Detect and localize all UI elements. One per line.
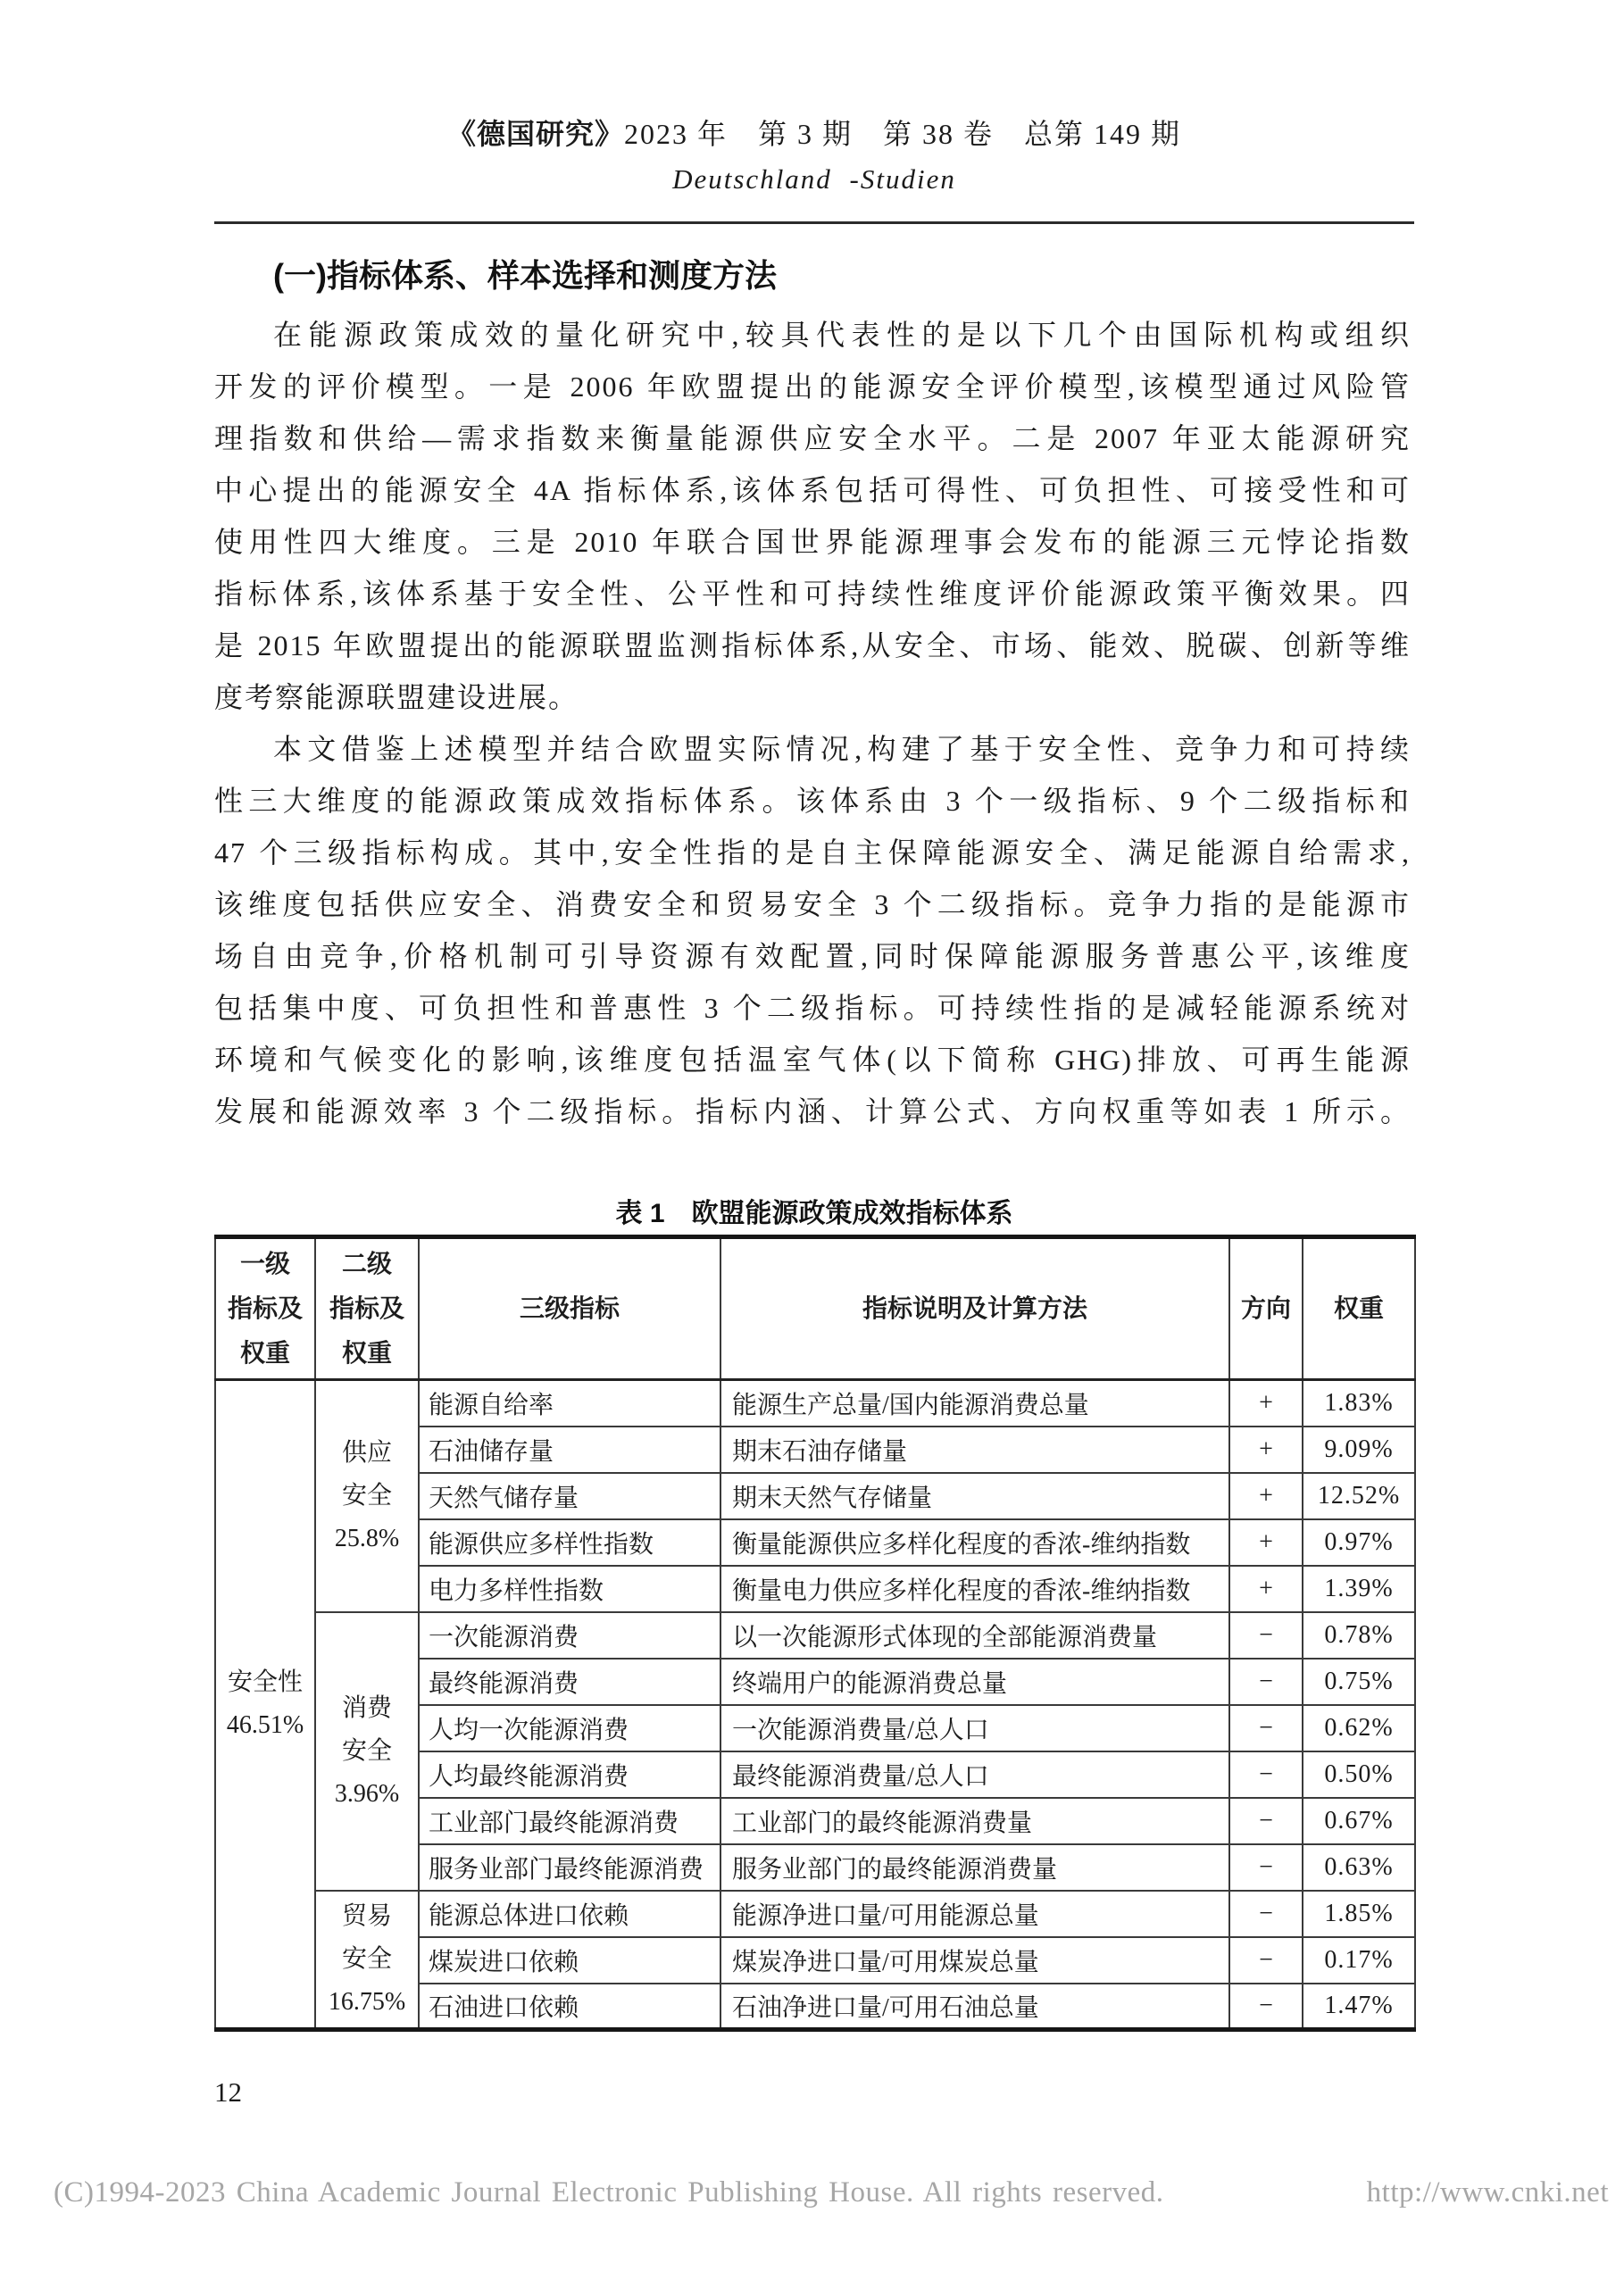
indicator-cell: 服务业部门最终能源消费 [419,1844,720,1891]
footer-url: http://www.cnki.net [1366,2176,1609,2209]
level2-name: 贸易 [341,1901,392,1930]
direction-cell: + [1229,1380,1303,1427]
level2-name: 消费 [341,1693,392,1722]
copyright-footer [54,2176,1609,2209]
paragraph-line: 性三大维度的能源政策成效指标体系。该体系由 3 个一级指标、9 个二级指标和 [214,785,1411,817]
description-cell: 能源生产总量/国内能源消费总量 [720,1380,1229,1427]
level2-weight: 3.96% [334,1779,400,1808]
description-cell: 以一次能源形式体现的全部能源消费量 [720,1612,1229,1659]
col-header-text: 二级 [341,1250,392,1277]
direction-cell: + [1229,1473,1303,1519]
paragraph-line: 包括集中度、可负担性和普惠性 3 个二级指标。可持续性指的是减轻能源系统对 [214,992,1411,1024]
description-cell: 衡量能源供应多样化程度的香浓-维纳指数 [720,1519,1229,1566]
col-header-level2 [315,1237,419,1380]
direction-cell: + [1229,1566,1303,1612]
direction-cell: − [1229,1612,1303,1659]
col-header-text: 一级 [239,1250,290,1277]
weight-cell: 12.52% [1303,1473,1415,1519]
indicator-cell: 电力多样性指数 [419,1566,720,1612]
paragraph-line: 开发的评价模型。一是 2006 年欧盟提出的能源安全评价模型,该模型通过风险管 [214,370,1411,403]
description-cell: 服务业部门的最终能源消费量 [720,1844,1229,1891]
col-header-description: 指标说明及计算方法 [720,1237,1229,1380]
description-cell: 期末石油存储量 [720,1427,1229,1473]
weight-cell: 0.50% [1303,1751,1415,1798]
weight-cell: 0.78% [1303,1612,1415,1659]
paragraph-line: 指标体系,该体系基于安全性、公平性和可持续性维度评价能源政策平衡效果。四 [214,578,1411,610]
weight-cell: 0.63% [1303,1844,1415,1891]
table-row [215,1380,1415,1427]
direction-cell: − [1229,1751,1303,1798]
indicator-cell: 人均最终能源消费 [419,1751,720,1798]
direction-cell: + [1229,1427,1303,1473]
level2-group-cell [315,1612,419,1891]
col-header-level1 [215,1237,315,1380]
table-header-row [215,1237,1415,1380]
paragraph-line: 场自由竞争,价格机制可引导资源有效配置,同时保障能源服务普惠公平,该维度 [214,940,1411,972]
weight-cell: 0.97% [1303,1519,1415,1566]
indicator-cell: 一次能源消费 [419,1612,720,1659]
page-number: 12 [214,2076,242,2108]
weight-cell: 0.17% [1303,1937,1415,1984]
indicator-cell: 煤炭进口依赖 [419,1937,720,1984]
weight-cell: 1.39% [1303,1566,1415,1612]
table-title: 表 1 欧盟能源政策成效指标体系 [615,1199,1013,1228]
table-row [215,1891,1415,1937]
level1-name: 安全性 [227,1668,303,1696]
journal-name: 《德国研究》 [446,118,624,150]
paragraph-line: 环境和气候变化的影响,该维度包括温室气体(以下简称 GHG)排放、可再生能源 [214,1044,1411,1076]
level1-weight: 46.51% [226,1711,304,1739]
direction-cell: − [1229,1798,1303,1844]
direction-cell: + [1229,1519,1303,1566]
indicator-cell: 石油进口依赖 [419,1984,720,2030]
direction-cell: − [1229,1705,1303,1751]
level2-name: 安全 [341,1736,392,1765]
level2-name: 安全 [341,1481,392,1510]
weight-cell: 0.62% [1303,1705,1415,1751]
indicator-cell: 工业部门最终能源消费 [419,1798,720,1844]
level2-group-cell [315,1891,419,2030]
weight-cell: 0.67% [1303,1798,1415,1844]
weight-cell: 0.75% [1303,1659,1415,1705]
description-cell: 衡量电力供应多样化程度的香浓-维纳指数 [720,1566,1229,1612]
description-cell: 最终能源消费量/总人口 [720,1751,1229,1798]
direction-cell: − [1229,1984,1303,2030]
copyright-text: (C)1994-2023 China Academic Journal Electronic Publishing House. All rights reserved. [54,2176,1164,2209]
weight-cell: 9.09% [1303,1427,1415,1473]
section-heading: (一)指标体系、样本选择和测度方法 [273,257,777,294]
paragraph-line: 是 2015 年欧盟提出的能源联盟监测指标体系,从安全、市场、能效、脱碳、创新等维 [214,629,1411,661]
weight-cell: 1.47% [1303,1984,1415,2030]
level2-group-cell [315,1380,419,1612]
body-text [214,309,1411,1137]
description-cell: 期末天然气存储量 [720,1473,1229,1519]
paragraph-line: 发展和能源效率 3 个二级指标。指标内涵、计算公式、方向权重等如表 1 所示。 [214,1095,1411,1127]
description-cell: 一次能源消费量/总人口 [720,1705,1229,1751]
weight-cell: 1.83% [1303,1380,1415,1427]
col-header-direction: 方向 [1229,1237,1303,1380]
direction-cell: − [1229,1659,1303,1705]
indicator-table [214,1235,1416,2032]
paragraph-line: 在能源政策成效的量化研究中,较具代表性的是以下几个由国际机构或组织 [273,319,1411,351]
indicator-cell: 天然气储存量 [419,1473,720,1519]
indicator-cell: 能源总体进口依赖 [419,1891,720,1937]
paragraph-line: 理指数和供给—需求指数来衡量能源供应安全水平。二是 2007 年亚太能源研究 [214,422,1411,454]
description-cell: 工业部门的最终能源消费量 [720,1798,1229,1844]
paragraph-line: 中心提出的能源安全 4A 指标体系,该体系包括可得性、可负担性、可接受性和可 [214,474,1411,506]
indicator-cell: 人均一次能源消费 [419,1705,720,1751]
description-cell: 石油净进口量/可用石油总量 [720,1984,1229,2030]
description-cell: 终端用户的能源消费总量 [720,1659,1229,1705]
description-cell: 能源净进口量/可用能源总量 [720,1891,1229,1937]
weight-cell: 1.85% [1303,1891,1415,1937]
running-head [214,118,1414,195]
table-row [215,1612,1415,1659]
col-header-level3: 三级指标 [419,1237,720,1380]
paragraph-line: 度考察能源联盟建设进展。 [214,681,579,713]
direction-cell: − [1229,1891,1303,1937]
level1-indicator-cell [215,1380,315,2030]
journal-title-line [214,118,1414,150]
level2-weight: 16.75% [328,1987,406,2016]
col-header-weight: 权重 [1303,1237,1415,1380]
direction-cell: − [1229,1844,1303,1891]
indicator-cell: 石油储存量 [419,1427,720,1473]
header-divider [214,221,1414,224]
level2-name: 供应 [341,1438,392,1467]
paragraph-line: 使用性四大维度。三是 2010 年联合国世界能源理事会发布的能源三元悖论指数 [214,526,1411,558]
col-header-text: 权重 [239,1339,290,1367]
col-header-text: 指标及 [227,1294,303,1322]
level2-weight: 25.8% [334,1524,400,1552]
paragraph-line: 本文借鉴上述模型并结合欧盟实际情况,构建了基于安全性、竞争力和可持续 [273,733,1411,765]
col-header-text: 指标及 [329,1294,404,1322]
indicator-cell: 能源自给率 [419,1380,720,1427]
col-header-text: 权重 [341,1339,392,1367]
level2-name: 安全 [341,1944,392,1973]
direction-cell: − [1229,1937,1303,1984]
paragraph-line: 该维度包括供应安全、消费安全和贸易安全 3 个二级指标。竞争力指的是能源市 [214,888,1411,920]
description-cell: 煤炭净进口量/可用煤炭总量 [720,1937,1229,1984]
indicator-cell: 最终能源消费 [419,1659,720,1705]
indicator-cell: 能源供应多样性指数 [419,1519,720,1566]
journal-issue-info: 2023 年 第 3 期 第 38 卷 总第 149 期 [624,118,1182,150]
journal-name-german: Deutschland -Studien [672,163,956,195]
paragraph-line: 47 个三级指标构成。其中,安全性指的是自主保障能源安全、满足能源自给需求, [214,836,1411,869]
